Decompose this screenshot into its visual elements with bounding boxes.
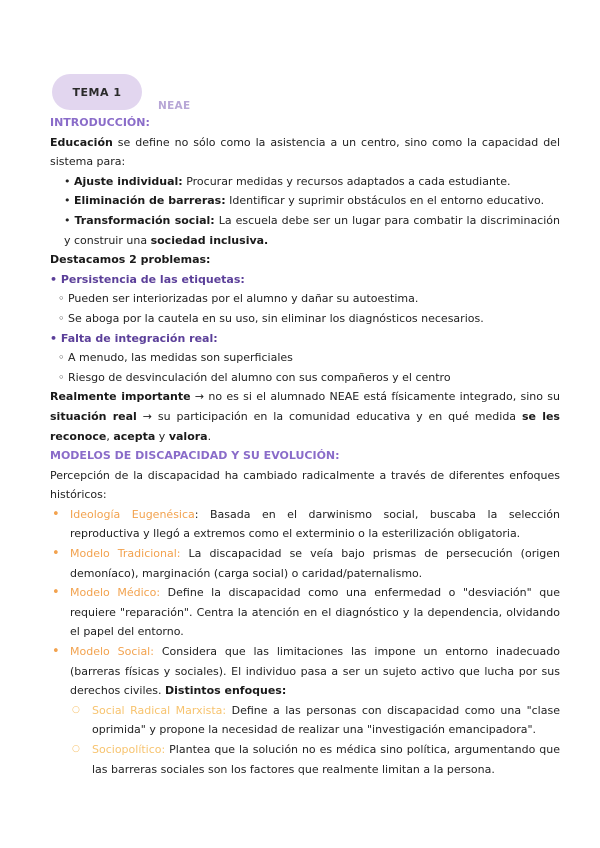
bullet-marker: • <box>64 194 74 208</box>
important-term: acepta <box>113 429 156 443</box>
problem-detail: ◦ Pueden ser interiorizadas por el alumno y dañar su autoestima. <box>58 292 419 306</box>
intro-bullet <box>50 191 560 211</box>
important-term: se les reconoce <box>50 409 560 443</box>
problem-title: • Falta de integración real: <box>50 331 218 345</box>
bullet-term-bold: sociedad inclusiva. <box>150 233 269 247</box>
model-item <box>70 583 560 642</box>
bullet-text: Identificar y suprimir obstáculos en el entorno educativo. <box>225 194 545 208</box>
problems-heading-text: Destacamos 2 problemas: <box>50 253 211 267</box>
approach-text: Plantea que la solución no es médica sino política, argumentando que las barreras sociales son los factores que realmente limitan a la persona. <box>92 743 560 776</box>
bullet-marker: • <box>64 213 75 227</box>
bullet-text: Procurar medidas y recursos adaptados a cada estudiante. <box>182 174 511 188</box>
definition-text: se define no sólo como la asistencia a un centro, sino como la capacidad del sistema para: <box>50 135 560 169</box>
bullet-term: Transformación social: <box>74 213 215 227</box>
problem-title: • Persistencia de las etiquetas: <box>50 272 245 286</box>
model-name: Modelo Social: <box>70 645 154 659</box>
bullet-term: Ajuste individual: <box>74 174 183 188</box>
models-list <box>50 505 560 779</box>
tema-badge: TEMA 1 <box>52 74 142 110</box>
model-name: Ideología Eugenésica <box>70 507 195 521</box>
important-text: → no es si el alumnado NEAE está físicamente integrado, sino su <box>190 390 560 404</box>
important-text: . <box>207 429 212 443</box>
problem-detail: ◦ Se aboga por la cautela en su uso, sin eliminar los diagnósticos necesarios. <box>58 311 484 325</box>
approach-text: Define a las personas con discapacidad como una "clase oprimida" y propone la necesidad de realizar una "investigación emancipadora". <box>92 703 560 737</box>
model-item <box>70 642 560 779</box>
model-name: Modelo Médico: <box>70 586 161 600</box>
important-text: , <box>106 429 114 443</box>
model-text: La discapacidad se veía bajo prismas de persecución (origen demoníaco), marginación (carga social) o caridad/paternalismo. <box>70 547 560 580</box>
bullet-term: Eliminación de barreras: <box>74 194 226 208</box>
problems-heading <box>50 250 560 270</box>
approaches-list <box>70 701 560 779</box>
intro-bullet <box>50 211 560 250</box>
bullet-marker: • <box>64 174 74 188</box>
model-text: Define la discapacidad como una enfermedad o "desviación" que requiere "reparación". Centra la atención en el diagnóstico y la dependencia, olvidando el papel del entorno. <box>70 586 560 639</box>
models-intro: Percepción de la discapacidad ha cambiado radicalmente a través de diferentes enfoques históricos: <box>50 468 560 502</box>
model-text: Considera que las limitaciones las impone un entorno inadecuado (barreras físicas y sociales). El individuo pasa a ser un sujeto activo que lucha por sus derechos civiles. <box>70 645 560 698</box>
models-heading: MODELOS DE DISCAPACIDAD Y SU EVOLUCIÓN: <box>50 449 340 463</box>
important-term: Realmente importante <box>50 390 191 404</box>
document-body <box>50 113 560 779</box>
intro-bullet <box>50 172 560 192</box>
bullet-text: La escuela debe ser un lugar para combatir la discriminación y construir una <box>64 213 560 247</box>
approach-name: Social Radical Marxista: <box>92 703 227 717</box>
approach-name: Sociopolítico: <box>92 743 166 756</box>
important-term: valora <box>168 429 208 443</box>
model-approaches-label: Distintos enfoques: <box>165 684 287 698</box>
approach-item <box>92 740 560 779</box>
model-item <box>70 505 560 544</box>
intro-heading: INTRODUCCIÓN: <box>50 116 150 129</box>
problem-detail: ◦ Riesgo de desvinculación del alumno con sus compañeros y el centro <box>58 370 451 384</box>
model-name: Modelo Tradicional: <box>70 547 181 561</box>
document-subtitle: NEAE <box>158 100 191 112</box>
important-term: situación real <box>50 409 137 423</box>
problem-detail: ◦ A menudo, las medidas son superficiales <box>58 351 293 365</box>
model-text: : Basada en el darwinismo social, buscaba la selección reproductiva y llegó a extremos como el exterminio o la esterilización obligatoria. <box>70 507 560 541</box>
important-text: y <box>155 429 169 443</box>
intro-definition <box>50 133 560 172</box>
important-note <box>50 387 560 446</box>
definition-term: Educación <box>50 135 113 149</box>
approach-item <box>92 701 560 740</box>
model-item <box>70 544 560 583</box>
important-text: → su participación en la comunidad educativa y en qué medida <box>136 409 522 423</box>
